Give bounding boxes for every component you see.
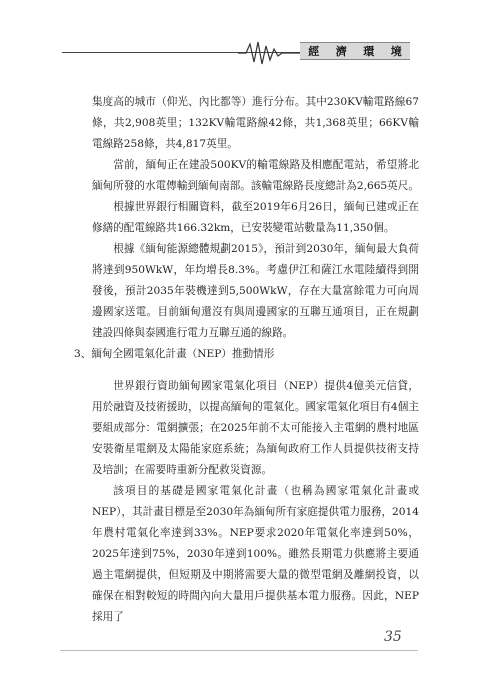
paragraph-1: 集度高的城市（仰光、內比都等）進行分布。其中230KV輸電路線67條，共2,908英里；132KV輸電路線42條，共1,368英里；66KV輸電線路258條，共4,817英里。 [92,96,419,150]
document-body [74,92,419,628]
paragraph-2: 當前，緬甸正在建設500KV的輸電線路及相應配電站，希望將北緬甸所發的水電傳輸到緬甸南部。該輸電線路長度總計為2,665英尺。 [92,159,419,192]
header-char-3: 環 [363,45,375,58]
paragraph-5: 世界銀行資助緬甸國家電氣化項目（NEP）提供4億美元信貸，用於融資及技術援助，以提高緬甸的電氣化。國家電氣化項目有4個主要組成部分：電網擴張；在2025年前不太可能接入主電網的農村地區安裝衛星電網及太陽能家庭系統；為緬甸政府工作人員提供技術支持及培訓；在需要時重新分配救災資源。 [92,379,419,476]
header-char-4: 境 [390,45,402,58]
paragraph-4: 根據《緬甸能源總體規劃2015》，預計到2030年，緬甸最大負荷將達到950WkW，年均增長8.3%。考慮伊江和薩江水電陸續得到開發後，預計2035年裝機達到5,500WkW，存在大量富餘電力可向周邊國家送電。目前緬甸還沒有與周邊國家的互聯互通項目，正在規劃建設四條與泰國進行電力互聯互通的線路。 [92,243,419,339]
paragraph-6: 該項目的基礎是國家電氣化計畫（也稱為國家電氣化計畫或NEP），其計畫目標是至2030年為緬甸所有家庭提供電力服務，2014年農村電氣化率達到33%。NEP要求2020年電氣化率達到50%，2025年達到75%，2030年達到100%。雖然長期電力供應將主要通過主電網提供，但短期及中期將需要大量的微型電網及離網投資，以確保在相對較短的時間內向大量用戶提供基本電力服務。因此，NEP採用了 [92,484,419,623]
paragraph-3: 根據世界銀行相關資料，截至2019年6月26日，緬甸已建或正在修繕的配電線路共166.32km，已安裝變電站數量為11,350個。 [92,201,419,234]
header-char-1: 經 [308,45,320,58]
page-number: 35 [384,629,402,645]
header-wave-icon [238,40,302,66]
footer-rule [60,650,418,651]
header-char-2: 濟 [335,45,347,58]
section-heading: 3、緬甸全國電氣化計畫（NEP）推動情形 [74,348,275,360]
header-title-box [300,42,410,60]
